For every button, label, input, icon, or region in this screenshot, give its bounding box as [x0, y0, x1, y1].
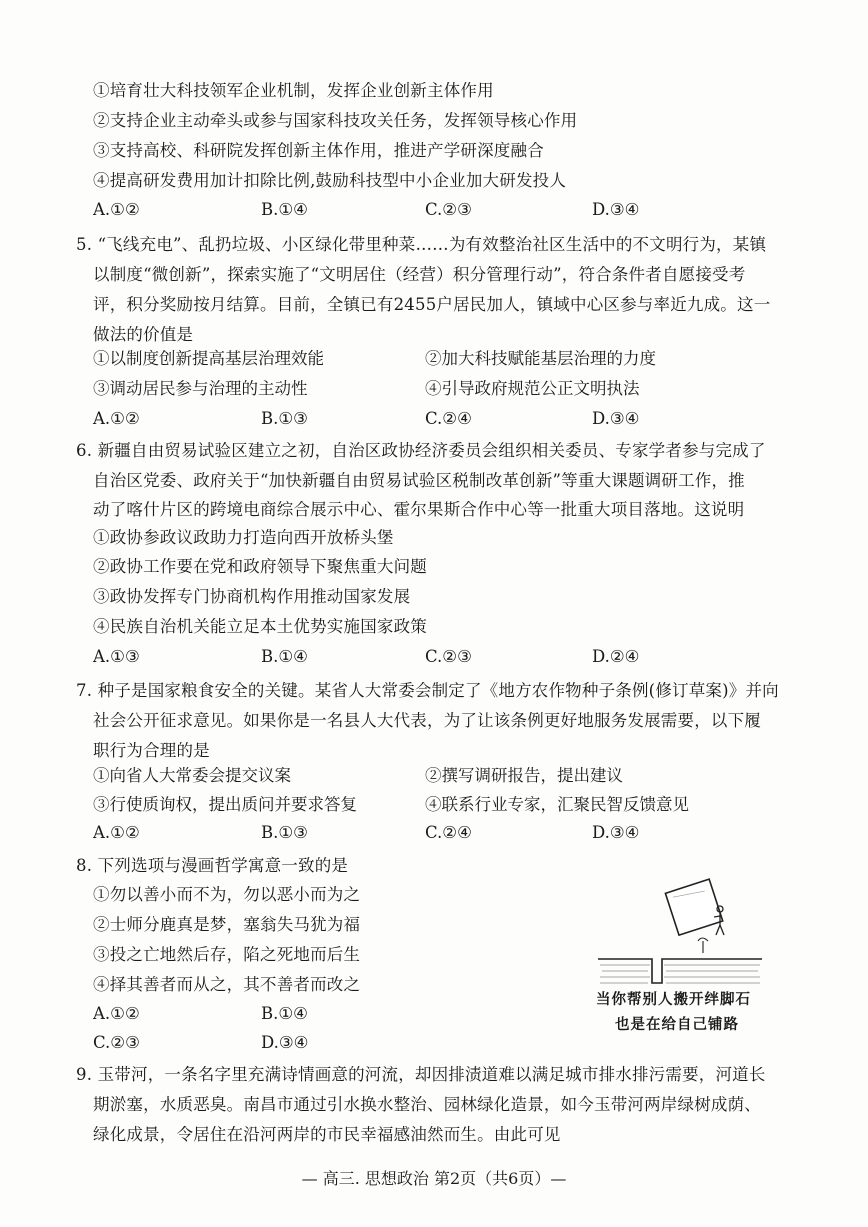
q4-statement-1: ①培育壮大科技领军企业机制，发挥企业创新主体作用: [93, 81, 494, 100]
q8-option-d: D.③④: [261, 1033, 309, 1052]
q7-statement-2: ②撰写调研报告，提出建议: [425, 766, 623, 785]
q6-statement-2: ②政协工作要在党和政府领导下聚焦重大问题: [93, 557, 427, 576]
q7-stem-line-2: 社会公开征求意见。如果你是一名县人大代表，为了让该条例更好地服务发展需要，以下履: [93, 711, 761, 730]
q7-statement-4: ④联系行业专家，汇聚民智反馈意见: [425, 795, 689, 814]
q6-option-a: A.①③: [93, 647, 140, 666]
q4-option-c: C.②③: [425, 200, 472, 219]
q4-option-d: D.③④: [592, 200, 640, 219]
q6-stem-line-3: 动了喀什片区的跨境电商综合展示中心、霍尔果斯合作中心等一批重大项目落地。这说明: [93, 500, 745, 519]
q7-option-d: D.③④: [592, 823, 640, 842]
q9-stem-line-2: 期淤塞，水质恶臭。南昌市通过引水换水整治、园林绿化造景，如今玉带河两岸绿树成荫、: [93, 1095, 761, 1114]
q4-statement-2: ②支持企业主动牵头或参与国家科技攻关任务，发挥领导核心作用: [93, 111, 578, 130]
q7-stem-line-1: 7. 种子是国家粮食安全的关键。某省人大常委会制定了《地方农作物种子条例(修订草案)》并向: [76, 681, 779, 700]
cartoon-helper-icon: [698, 938, 708, 953]
cartoon-caption-line-2: 也是在给自己铺路: [615, 1017, 739, 1033]
q5-statement-4: ④引导政府规范公正文明执法: [425, 379, 640, 398]
q8-option-a: A.①②: [93, 1004, 140, 1023]
q5-statement-1: ①以制度创新提高基层治理效能: [93, 349, 324, 368]
q5-stem-line-2: 以制度“微创新”，探索实施了“文明居住（经营）积分管理行动”，符合条件者自愿接受考: [93, 265, 746, 284]
q6-stem-line-2: 自治区党委、政府关于“加快新疆自由贸易试验区税制改革创新”等重大课题调研工作，推: [93, 471, 745, 490]
q5-stem-line-4: 做法的价值是: [93, 325, 194, 344]
q4-statement-4: ④提高研发费用加计扣除比例,鼓励科技型中小企业加大研发投人: [93, 171, 567, 190]
q4-option-b: B.①④: [261, 200, 308, 219]
q7-option-c: C.②④: [425, 823, 472, 842]
q8-option-b: B.①④: [261, 1004, 308, 1023]
q8-option-c: C.②③: [93, 1033, 140, 1052]
page-footer: — 高三. 思想政治 第2页（共6页）—: [301, 1169, 567, 1188]
q7-option-a: A.①②: [93, 823, 140, 842]
q4-statement-3: ③支持高校、科研院发挥创新主体作用，推进产学研深度融合: [93, 141, 544, 160]
q7-stem-line-3: 职行为合理的是: [93, 741, 210, 760]
cartoon-caption-line-1: 当你帮别人搬开绊脚石: [596, 992, 751, 1008]
q8-stem: 8. 下列选项与漫画哲学寓意一致的是: [76, 856, 349, 875]
q5-statement-2: ②加大科技赋能基层治理的力度: [425, 349, 656, 368]
q5-stem-line-1: 5. “飞线充电”、乱扔垃圾、小区绿化带里种菜……为有效整治社区生活中的不文明行为，某镇: [76, 235, 767, 254]
q6-statement-3: ③政协发挥专门协商机构作用推动国家发展: [93, 587, 411, 606]
cartoon-ground-hatch-icon: [600, 965, 760, 983]
q6-stem-line-1: 6. 新疆自由贸易试验区建立之初，自治区政协经济委员会组织相关委员、专家学者参与完成了: [76, 441, 766, 460]
q8-statement-1: ①勿以善小而不为，勿以恶小而为之: [93, 885, 361, 904]
q5-option-b: B.①③: [261, 409, 308, 428]
cartoon-boulder-icon: [665, 879, 722, 935]
q5-option-a: A.①②: [93, 409, 140, 428]
q4-option-a: A.①②: [93, 200, 140, 219]
q5-statement-3: ③调动居民参与治理的主动性: [93, 379, 308, 398]
q8-statement-3: ③投之亡地然后存，陷之死地而后生: [93, 945, 361, 964]
q8-statement-2: ②士师分鹿真是梦，塞翁失马犹为福: [93, 915, 361, 934]
q7-option-b: B.①③: [261, 823, 308, 842]
q7-statement-1: ①向省人大常委会提交议案: [93, 766, 291, 785]
q6-option-d: D.②④: [592, 647, 640, 666]
q7-statement-3: ③行使质询权，提出质问并要求答复: [93, 795, 357, 814]
q9-stem-line-3: 绿化成景，令居住在沿河两岸的市民幸福感油然而生。由此可见: [93, 1125, 561, 1144]
q6-option-c: C.②③: [425, 647, 472, 666]
q5-option-c: C.②④: [425, 409, 472, 428]
q6-option-b: B.①④: [261, 647, 308, 666]
q9-stem-line-1: 9. 玉带河，一条名字里充满诗情画意的河流，却因排渍道难以满足城市排水排污需要，河道长: [76, 1065, 766, 1084]
q6-statement-4: ④民族自治机关能立足本土优势实施国家政策: [93, 617, 427, 636]
q8-statement-4: ④择其善者而从之，其不善者而改之: [93, 975, 361, 994]
q6-statement-1: ①政协参政议政助力打造向西开放桥头堡: [93, 528, 394, 547]
q5-option-d: D.③④: [592, 409, 640, 428]
q5-stem-line-3: 评，积分奖励按月结算。目前，全镇已有2455户居民加人，镇域中心区参与率近九成。这一: [93, 295, 771, 314]
